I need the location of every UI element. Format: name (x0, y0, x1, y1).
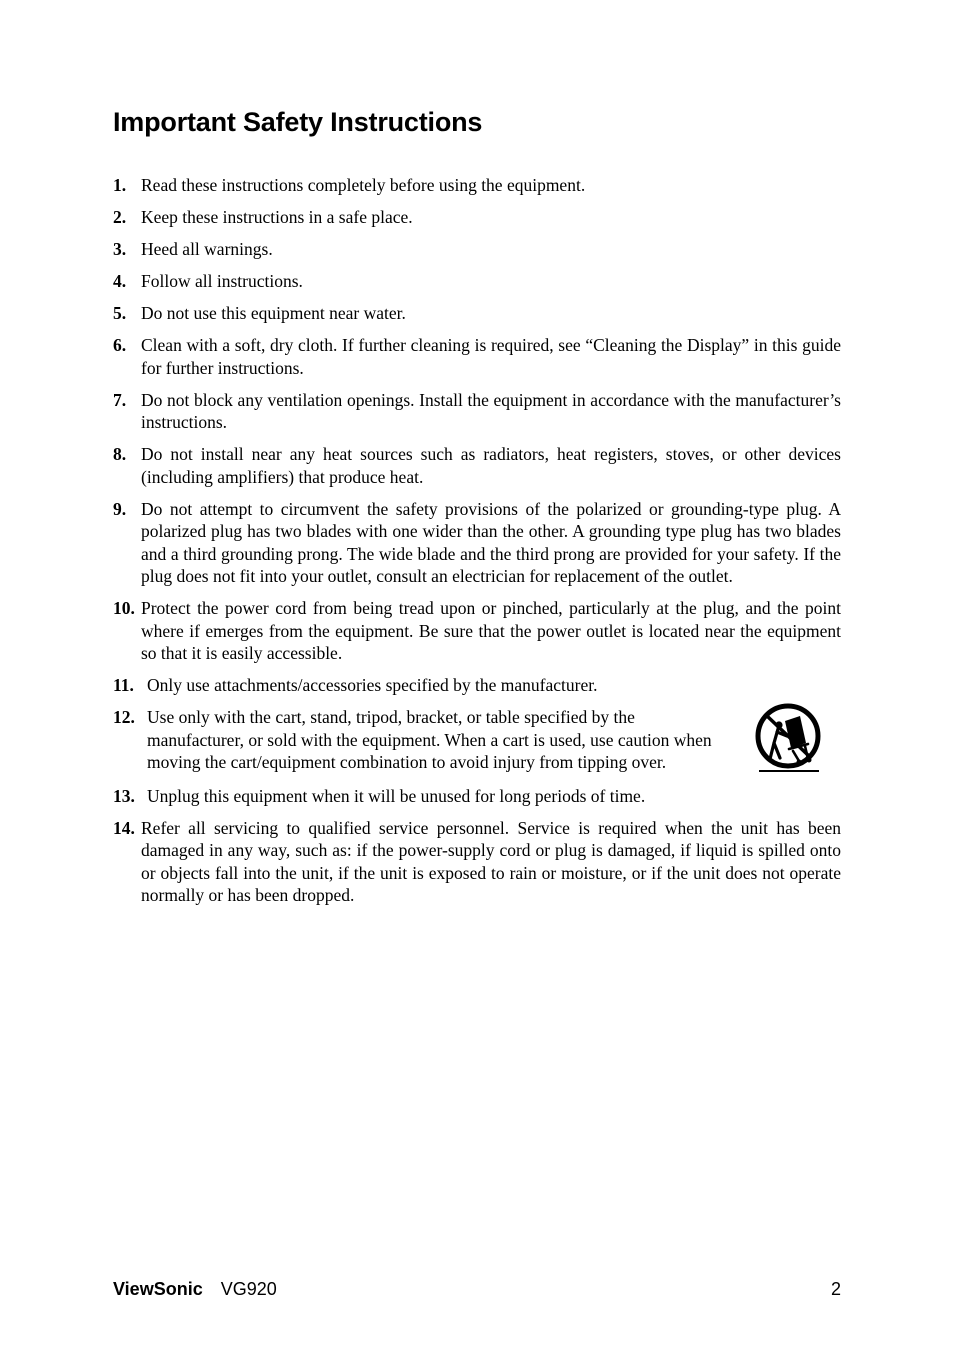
item-text: Use only with the cart, stand, tripod, bracket, or table specified by the manufacturer, or sold with the equipment. When a cart is used, use caution when moving the cart/equipment combination to avoid injury from tipping over. (147, 707, 712, 772)
list-item (113, 302, 841, 325)
item-number: 5. (113, 303, 127, 323)
item-text: Unplug this equipment when it will be unused for long periods of time. (147, 785, 646, 806)
footer-model: VG920 (220, 1279, 277, 1299)
item-text: Read these instructions completely before using the equipment. (141, 175, 586, 195)
footer-product (113, 1278, 277, 1300)
item-number: 7. (113, 389, 127, 410)
item-text: Refer all servicing to qualified service personnel. Service is required when the unit has been damaged in any way, such as: if the power-supply cord or plug is damaged, if liquid is spilled onto or objects fall into the unit, if the unit is exposed to rain or moisture, or if the unit does not operate normally or has been dropped. (141, 817, 841, 905)
page-footer (113, 1278, 841, 1300)
list-item (113, 238, 841, 261)
item-number: 9. (113, 498, 127, 519)
item-text: Follow all instructions. (141, 271, 303, 291)
item-text: Do not install near any heat sources such as radiators, heat registers, stoves, or other devices (including amplifiers) that produce heat. (141, 444, 841, 487)
item-number: 3. (113, 239, 127, 259)
item-text: Do not attempt to circumvent the safety provisions of the polarized or grounding-type plug. A polarized plug has two blades with one wider than the other. A grounding type plug has two blades and a third grounding prong. The wide blade and the third prong are provided for your safety. If the plug does not fit into your outlet, consult an electrician for replacement of the outlet. (141, 498, 841, 586)
item-number: 6. (113, 335, 127, 355)
item-number: 8. (113, 444, 127, 464)
item-number: 12. (113, 707, 135, 727)
item-number: 14. (113, 817, 135, 838)
item-text: Only use attachments/accessories specified by the manufacturer. (147, 675, 598, 695)
cart-tip-over-warning-icon (753, 703, 825, 775)
list-item (113, 785, 841, 808)
list-item (113, 174, 841, 197)
item-number: 11. (113, 675, 134, 695)
item-number: 4. (113, 271, 127, 291)
footer-brand: ViewSonic (113, 1279, 203, 1299)
item-text: Do not use this equipment near water. (141, 303, 406, 323)
safety-instructions-list (113, 174, 841, 916)
list-item (113, 498, 841, 588)
list-item (113, 817, 841, 907)
page-number: 2 (830, 1279, 841, 1299)
item-text: Do not block any ventilation openings. Install the equipment in accordance with the manufacturer’s instructions. (141, 389, 841, 432)
list-item (113, 206, 841, 229)
list-item (113, 334, 841, 379)
list-item (113, 270, 841, 293)
item-number: 13. (113, 785, 135, 806)
list-item (113, 443, 841, 488)
list-item (113, 597, 841, 665)
item-number: 2. (113, 207, 127, 227)
item-text: Keep these instructions in a safe place. (141, 207, 413, 227)
list-item (113, 674, 841, 697)
item-text: Heed all warnings. (141, 239, 273, 259)
item-text: Clean with a soft, dry cloth. If further cleaning is required, see “Cleaning the Display” in this guide for further instructions. (141, 335, 841, 378)
item-text: Protect the power cord from being tread upon or pinched, particularly at the plug, and the point where if emerges from the equipment. Be sure that the power outlet is located near the equipment so that it is easily accessible. (141, 598, 841, 663)
list-item (113, 389, 841, 434)
item-number: 10. (113, 598, 135, 618)
item-number: 1. (113, 175, 127, 195)
list-item (113, 706, 841, 775)
page-title: Important Safety Instructions (113, 107, 483, 137)
